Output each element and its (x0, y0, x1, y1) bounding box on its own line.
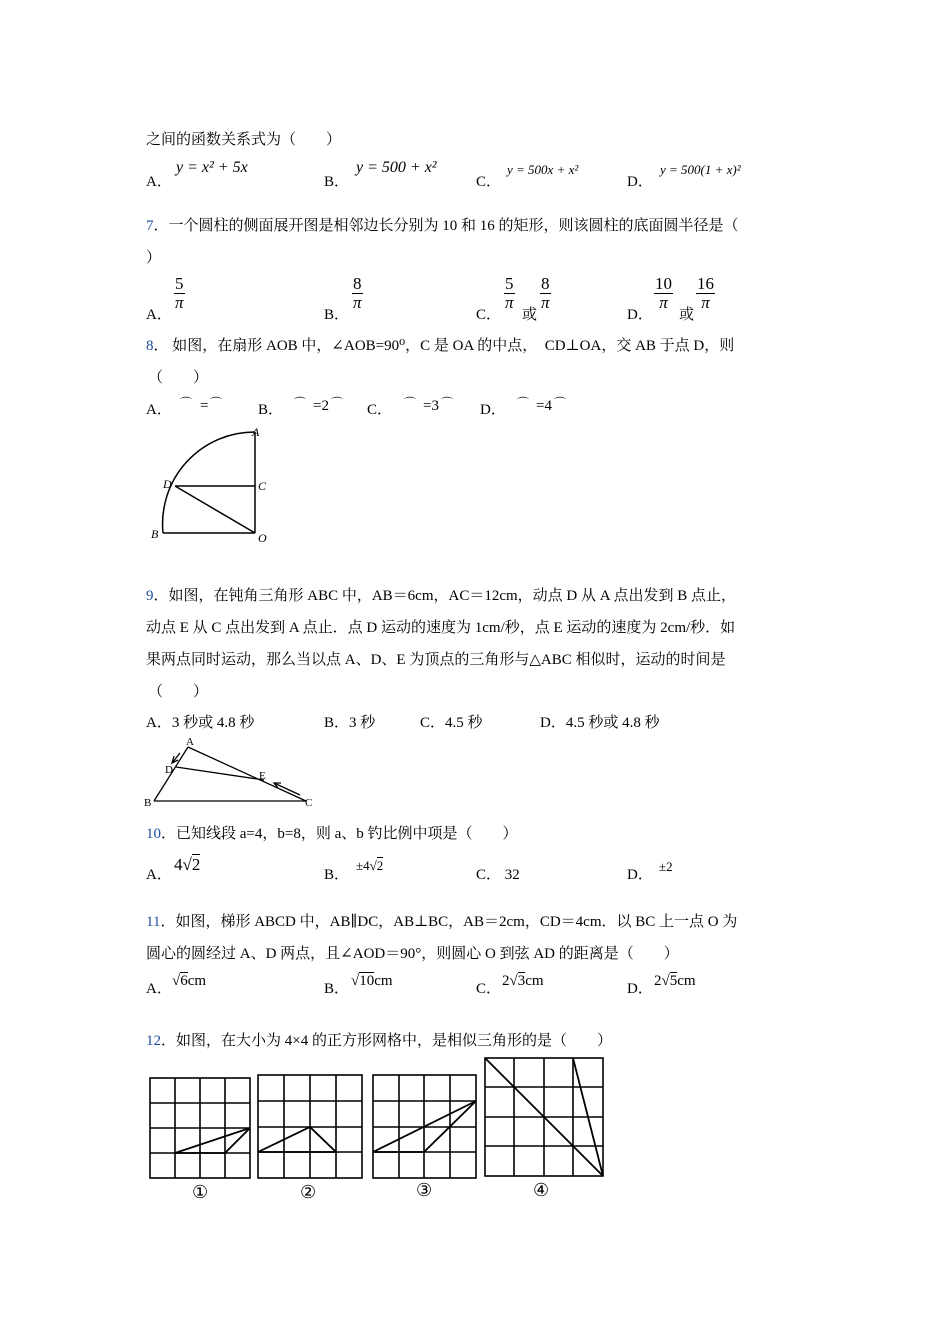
q6-stem-tail: 之间的函数关系式为（ ） (146, 132, 342, 148)
q8-option-c-letter: C． (367, 402, 393, 418)
q10-number: 10 (146, 826, 161, 842)
q12-label-1: ① (192, 1182, 209, 1202)
q8-option-c-rel: =3 (423, 398, 439, 414)
q9-arrow-e (274, 783, 300, 795)
q7-option-b-fraction: $\frac{8}{\pi}$ (352, 274, 362, 312)
q9-label-d: D (165, 764, 173, 776)
q8-option-d-arc2: ⌒ (554, 396, 567, 410)
q6-option-b-expr: y = 500 + x² (356, 159, 437, 176)
q9-stem-line1: 9．如图，在钝角三角形 ABC 中，AB＝6cm，AC＝12cm，动点 D 从 A 点出发到 B 点止， (146, 588, 737, 604)
q10-option-b-letter: B． (324, 867, 350, 883)
q9-label-c: C (305, 797, 313, 809)
q7-stem-line2: ） (146, 250, 162, 266)
q8-option-d-rel: =4 (536, 398, 552, 414)
q7-option-c-letter: C． (476, 307, 502, 323)
q6-option-a-expr: y = x² + 5x (176, 159, 248, 176)
q10-option-d-letter: D． (627, 867, 653, 883)
q9-label-a: A (186, 736, 194, 748)
q6-option-d-expr: y = 500(1 + x)² (660, 162, 741, 177)
q6-option-c-letter: C． (476, 174, 502, 190)
q8-option-b-rel: =2 (313, 398, 329, 414)
q7-option-d-letter: D． (627, 307, 653, 323)
q12-label-2: ② (300, 1182, 317, 1202)
q9-option-d: D．4.5 秒或 4.8 秒 (540, 715, 660, 731)
q9-stem-line3: 果两点同时运动，那么当以点 A、D、E 为顶点的三角形与△ABC 相似时，运动的时间是 (146, 652, 726, 668)
q10-option-a-value: 4√2 (174, 855, 201, 874)
q12-label-4: ④ (533, 1180, 550, 1200)
q11-stem-line1: 11．如图，梯形 ABCD 中，AB∥DC，AB⊥BC，AB＝2cm，CD＝4cm．以 BC 上一点 O 为 (146, 914, 738, 930)
q10-option-d-value: ±2 (659, 859, 673, 874)
q6-option-d-letter: D． (627, 174, 653, 190)
q6-option-c-expr: y = 500x + x² (507, 162, 579, 177)
q8-option-b-arc1: ⌒ (294, 396, 307, 410)
q8-option-d-arc1: ⌒ (517, 396, 530, 410)
q7-option-a-fraction: $\frac{5}{\pi}$ (174, 274, 184, 312)
q8-option-b-arc2: ⌒ (331, 396, 344, 410)
q7-option-b-letter: B． (324, 307, 350, 323)
q7-option-c-fraction2: $\frac{8}{\pi}$ (540, 274, 550, 312)
q9-segment-ac (188, 747, 306, 801)
q11-option-a-value: √6cm (172, 973, 207, 989)
q9-label-e: E (259, 770, 266, 782)
q9-option-c: C．4.5 秒 (420, 715, 483, 731)
q8-arc-ab (163, 432, 255, 533)
q8-number: 8 (146, 338, 154, 354)
q12-number: 12 (146, 1033, 161, 1049)
q8-label-c: C (258, 479, 267, 493)
q9-label-b: B (144, 797, 152, 809)
q11-number: 11 (146, 914, 161, 930)
q8-option-d-letter: D． (480, 402, 506, 418)
q9-triangle-figure (140, 735, 325, 810)
q8-segment-do (175, 486, 255, 533)
q11-option-b-letter: B． (324, 981, 350, 997)
q8-label-o: O (258, 531, 267, 545)
q8-option-a-arc1: ⌒ (180, 396, 193, 410)
q11-option-b-value: √10cm (351, 973, 393, 989)
q12-stem: 12．如图，在大小为 4×4 的正方形网格中，是相似三角形的是（ ） (146, 1033, 612, 1049)
q8-stem-line2: （ ） (148, 370, 209, 386)
q11-option-d-value: 2√5cm (654, 973, 696, 989)
q7-option-c-or: 或 (522, 307, 538, 323)
q8-sector-figure (140, 420, 280, 550)
q11-option-c-letter: C． (476, 981, 502, 997)
q8-option-a-letter: A． (146, 402, 172, 418)
q6-option-b-letter: B． (324, 174, 350, 190)
q8-stem-line1: 8． 如图，在扇形 AOB 中，∠AOB=90⁰，C 是 OA 的中点， CD⊥OA，交 AB 于点 D，则 (146, 338, 735, 354)
q9-number: 9 (146, 588, 154, 604)
q9-stem-line2: 动点 E 从 C 点出发到 A 点止．点 D 运动的速度为 1cm/秒，点 E 运动的速度为 2cm/秒．如 (146, 620, 736, 636)
q12-grids-figure (140, 1050, 620, 1210)
q12-grid-3 (373, 1075, 476, 1178)
q12-grid-1 (150, 1078, 250, 1178)
q7-option-d-fraction2: $\frac{16}{\pi}$ (697, 274, 714, 312)
q12-label-3: ③ (416, 1180, 433, 1200)
q9-option-a: A．3 秒或 4.8 秒 (146, 715, 255, 731)
q11-stem-line2: 圆心的圆经过 A、D 两点，且∠AOD＝90°，则圆心 O 到弦 AD 的距离是（ ） (146, 946, 679, 962)
q11-option-d-letter: D． (627, 981, 653, 997)
q10-option-a-letter: A． (146, 867, 172, 883)
q8-label-d: D (163, 477, 172, 491)
q10-option-b-value: ±4√2 (356, 858, 384, 873)
q9-stem-line4: （ ） (148, 684, 209, 700)
q12-grid-2 (258, 1075, 362, 1178)
q8-option-b-letter: B． (258, 402, 284, 418)
q8-option-a-rel: = (200, 398, 209, 414)
q9-option-b: B．3 秒 (324, 715, 376, 731)
q8-label-b: B (151, 527, 159, 541)
q7-option-c-fraction1: $\frac{5}{\pi}$ (504, 274, 514, 312)
q6-option-a-letter: A． (146, 174, 172, 190)
q8-option-c-arc2: ⌒ (441, 396, 454, 410)
q11-option-a-letter: A． (146, 981, 172, 997)
q11-option-c-value: 2√3cm (502, 973, 544, 989)
q7-option-d-or: 或 (679, 307, 695, 323)
q12-grid-4 (485, 1058, 603, 1176)
q10-stem: 10．已知线段 a=4，b=8，则 a、b 钓比例中项是（ ） (146, 826, 518, 842)
q7-stem-line1: 7．一个圆柱的侧面展开图是相邻边长分别为 10 和 16 的矩形，则该圆柱的底面圆半径是（ (146, 218, 739, 234)
q7-number: 7 (146, 218, 154, 234)
q9-segment-de (176, 767, 264, 780)
q8-label-a: A (252, 425, 260, 439)
q7-option-a-letter: A． (146, 307, 172, 323)
q8-option-c-arc1: ⌒ (404, 396, 417, 410)
q7-option-d-fraction1: $\frac{10}{\pi}$ (655, 274, 672, 312)
q8-option-a-arc2: ⌒ (210, 396, 223, 410)
q10-option-c: C． 32 (476, 867, 520, 883)
